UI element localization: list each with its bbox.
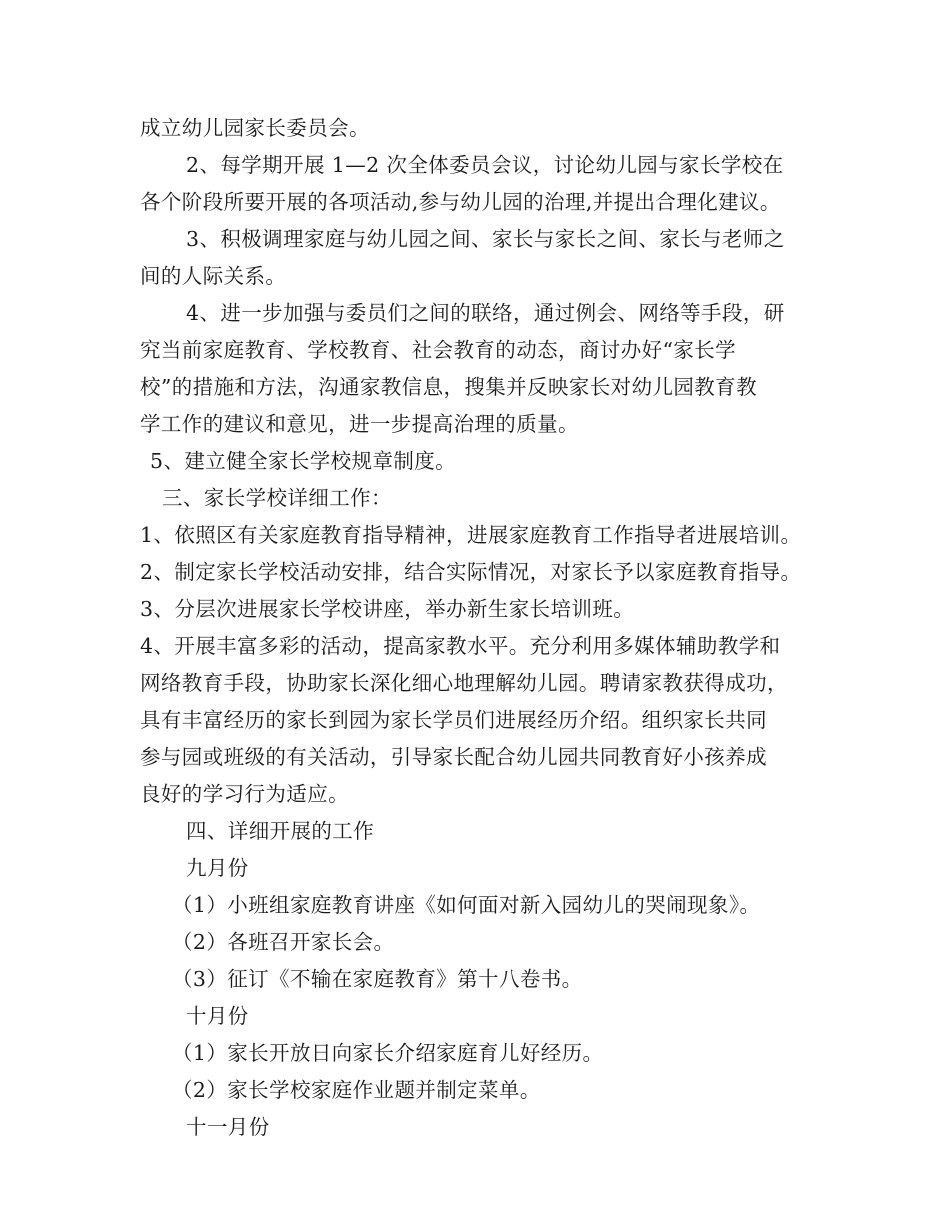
text-line: 2、每学期开展 1—2 次全体委员会议，讨论幼儿园与家长学校在 — [186, 153, 784, 177]
month-heading: 十月份 — [186, 1004, 249, 1028]
month-heading: 九月份 — [186, 856, 249, 880]
text-line: 网络教育手段，协助家长深化细心地理解幼儿园。聘请家教获得成功， — [140, 671, 788, 695]
text-line: 成立幼儿园家长委员会。 — [140, 116, 370, 140]
list-item: （3）征订《不输在家庭教育》第十八卷书。 — [172, 967, 583, 991]
text-line: 4、开展丰富多彩的活动，提高家教水平。充分利用多媒体辅助教学和 — [140, 634, 781, 658]
text-line: 2、制定家长学校活动安排，结合实际情况，对家长予以家庭教育指导。 — [140, 560, 802, 584]
text-line: 学工作的建议和意见，进一步提高治理的质量。 — [140, 412, 579, 436]
section-heading: 三、家长学校详细工作： — [162, 486, 392, 510]
text-line: 校”的措施和方法，沟通家教信息，搜集并反映家长对幼儿园教育教 — [140, 375, 757, 399]
text-line: 究当前家庭教育、学校教育、社会教育的动态，商讨办好“家长学 — [140, 338, 737, 362]
text-line: 具有丰富经历的家长到园为家长学员们进展经历介绍。组织家长共同 — [140, 708, 767, 732]
list-item: （2）家长学校家庭作业题并制定菜单。 — [172, 1078, 541, 1102]
text-line: 间的人际关系。 — [140, 264, 287, 288]
text-line: 4、进一步加强与委员们之间的联络，通过例会、网络等手段，研 — [186, 301, 785, 325]
list-item: （2）各班召开家长会。 — [172, 930, 395, 954]
text-line: 1、依照区有关家庭教育指导精神，进展家庭教育工作指导者进展培训。 — [140, 523, 802, 547]
text-line: 良好的学习行为适应。 — [140, 782, 349, 806]
list-item: （1）家长开放日向家长介绍家庭育儿好经历。 — [172, 1041, 604, 1065]
section-heading: 四、详细开展的工作 — [186, 819, 375, 843]
text-line: 参与园或班级的有关活动，引导家长配合幼儿园共同教育好小孩养成 — [140, 745, 767, 769]
list-item: （1）小班组家庭教育讲座《如何面对新入园幼儿的哭闹现象》。 — [172, 893, 761, 917]
text-line: 各个阶段所要开展的各项活动,参与幼儿园的治理,并提出合理化建议。 — [140, 190, 781, 214]
text-line: 3、分层次进展家长学校讲座，举办新生家长培训班。 — [140, 597, 635, 621]
text-line: 3、积极调理家庭与幼儿园之间、家长与家长之间、家长与老师之 — [186, 227, 785, 251]
text-line: 5、建立健全家长学校规章制度。 — [150, 449, 457, 473]
month-heading: 十一月份 — [186, 1115, 270, 1139]
